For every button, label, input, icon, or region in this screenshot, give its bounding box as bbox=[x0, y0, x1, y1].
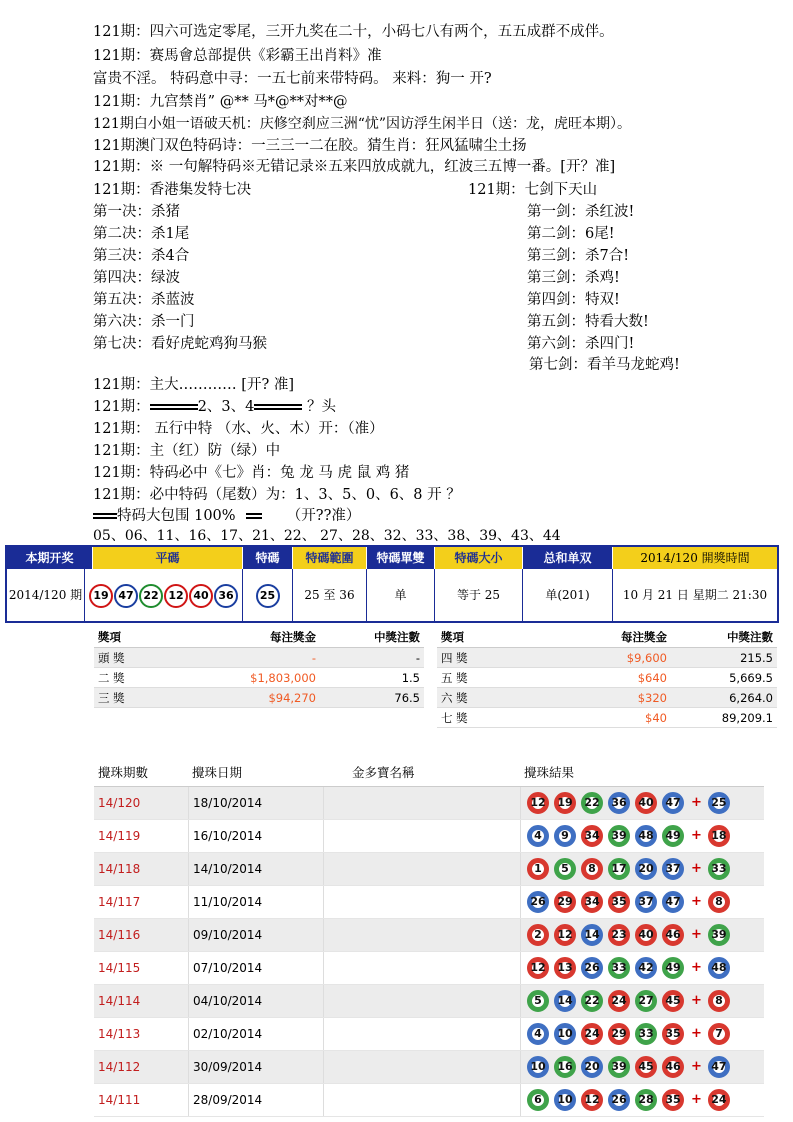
result-ball: 16 bbox=[554, 1056, 576, 1078]
result-ball: 12 bbox=[527, 792, 549, 814]
plus-icon: + bbox=[691, 795, 702, 810]
right-column-title: 121期：七剑下天山 bbox=[468, 182, 598, 198]
draw-results bbox=[520, 1051, 764, 1083]
result-header-row bbox=[7, 547, 777, 569]
left-column-title: 121期：香港集发特七决 bbox=[93, 182, 252, 198]
special-result-ball: 8 bbox=[708, 990, 730, 1012]
prize-row bbox=[94, 688, 424, 708]
text-line-main: 特码大包围 100% bbox=[117, 508, 236, 524]
result-ball: 14 bbox=[581, 924, 603, 946]
plus-icon: + bbox=[691, 1026, 702, 1041]
result-ball: 42 bbox=[635, 957, 657, 979]
draw-date: 07/10/2014 bbox=[188, 952, 323, 984]
draw-results bbox=[520, 820, 764, 852]
number-ball: 19 bbox=[89, 584, 113, 608]
prize-name: 四 獎 bbox=[437, 648, 515, 668]
draw-id-link[interactable]: 14/119 bbox=[98, 829, 141, 843]
special-number-cell bbox=[243, 569, 293, 621]
prize-header: 獎項 bbox=[94, 627, 182, 648]
prize-amount: - bbox=[182, 648, 320, 668]
draw-date: 14/10/2014 bbox=[188, 853, 323, 885]
result-ball: 6 bbox=[527, 1089, 549, 1111]
header-cell: 特碼單雙 bbox=[367, 547, 435, 569]
hexagram-symbol bbox=[254, 402, 302, 412]
result-ball: 35 bbox=[662, 1023, 684, 1045]
prize-amount: $94,270 bbox=[182, 688, 320, 708]
result-ball: 27 bbox=[635, 990, 657, 1012]
history-row bbox=[94, 1084, 764, 1117]
history-row bbox=[94, 787, 764, 820]
draw-results bbox=[520, 787, 764, 819]
result-ball: 10 bbox=[554, 1089, 576, 1111]
prize-header: 每注獎金 bbox=[182, 627, 320, 648]
jackpot-name bbox=[323, 952, 520, 984]
result-ball: 37 bbox=[635, 891, 657, 913]
prize-row bbox=[94, 668, 424, 688]
result-ball: 1 bbox=[527, 858, 549, 880]
result-ball: 33 bbox=[635, 1023, 657, 1045]
draw-id-link[interactable]: 14/116 bbox=[98, 928, 141, 942]
prize-header: 每注獎金 bbox=[515, 627, 671, 648]
prize-header: 獎項 bbox=[437, 627, 515, 648]
result-ball: 26 bbox=[527, 891, 549, 913]
special-result-ball: 8 bbox=[708, 891, 730, 913]
jackpot-name bbox=[323, 853, 520, 885]
number-list: 05、06、11、16、17、21、22、 27、28、32、33、38、39、43、44 bbox=[93, 528, 561, 544]
text-line-middle: 2、3、4 bbox=[197, 399, 255, 415]
text-line-prefix: 121期： bbox=[93, 399, 150, 415]
result-ball: 46 bbox=[662, 1056, 684, 1078]
result-ball: 29 bbox=[608, 1023, 630, 1045]
result-ball: 9 bbox=[554, 825, 576, 847]
prize-count: 89,209.1 bbox=[671, 708, 777, 728]
special-result-ball: 39 bbox=[708, 924, 730, 946]
result-ball: 29 bbox=[554, 891, 576, 913]
text-line: 121期澳门双色特码诗：一三三一二在胶。猜生肖：狂风猛啸尘土扬 bbox=[93, 138, 527, 154]
right-column-item: 第四剑：特双! bbox=[527, 292, 620, 308]
text-line-suffix: （开??准） bbox=[286, 508, 361, 524]
jackpot-name bbox=[323, 919, 520, 951]
draw-date: 30/09/2014 bbox=[188, 1051, 323, 1083]
number-ball: 47 bbox=[114, 584, 138, 608]
prize-row bbox=[437, 688, 777, 708]
draw-id-link[interactable]: 14/115 bbox=[98, 961, 141, 975]
result-ball: 37 bbox=[662, 858, 684, 880]
left-column-item: 第六决：杀一门 bbox=[93, 314, 195, 330]
prize-count: 215.5 bbox=[671, 648, 777, 668]
history-header: 攪珠期數 bbox=[98, 765, 149, 780]
issue-cell: 2014/120 期 bbox=[7, 569, 85, 621]
result-ball: 45 bbox=[662, 990, 684, 1012]
result-ball: 26 bbox=[581, 957, 603, 979]
history-header: 攪珠結果 bbox=[524, 765, 575, 780]
jackpot-name bbox=[323, 820, 520, 852]
text-line: 121期：赛馬會总部提供《彩霸王出肖料》准 bbox=[93, 48, 382, 64]
draw-id-link[interactable]: 14/111 bbox=[98, 1093, 141, 1107]
text-line: 富贵不淫。 特码意中寻：一五七前来带特码。 来料：狗一 开? bbox=[93, 71, 492, 87]
history-row bbox=[94, 952, 764, 985]
jackpot-name bbox=[323, 886, 520, 918]
prize-count: - bbox=[320, 648, 424, 668]
result-body-row bbox=[7, 569, 777, 621]
draw-result-table bbox=[5, 545, 779, 623]
prize-name: 二 獎 bbox=[94, 668, 182, 688]
result-ball: 47 bbox=[662, 891, 684, 913]
plus-icon: + bbox=[691, 828, 702, 843]
text-line: 121期：必中特码（尾数）为：1、3、5、0、6、8 开 ？ bbox=[93, 487, 461, 503]
history-row bbox=[94, 1018, 764, 1051]
result-ball: 22 bbox=[581, 792, 603, 814]
prize-amount: $640 bbox=[515, 668, 671, 688]
result-ball: 4 bbox=[527, 825, 549, 847]
prize-name: 頭 獎 bbox=[94, 648, 182, 668]
result-ball: 24 bbox=[581, 1023, 603, 1045]
text-line: 121期：主大………… [开? 准] bbox=[93, 377, 294, 393]
history-row bbox=[94, 853, 764, 886]
result-ball: 14 bbox=[554, 990, 576, 1012]
result-ball: 17 bbox=[608, 858, 630, 880]
result-ball: 10 bbox=[554, 1023, 576, 1045]
result-ball: 45 bbox=[635, 1056, 657, 1078]
result-ball: 23 bbox=[608, 924, 630, 946]
result-ball: 39 bbox=[608, 1056, 630, 1078]
text-line-suffix: ？头 bbox=[306, 399, 336, 415]
special-result-ball: 33 bbox=[708, 858, 730, 880]
plus-icon: + bbox=[691, 1092, 702, 1107]
range-cell: 25 至 36 bbox=[293, 569, 367, 621]
history-row bbox=[94, 985, 764, 1018]
draw-results bbox=[520, 952, 764, 984]
prize-count: 6,264.0 bbox=[671, 688, 777, 708]
result-ball: 24 bbox=[608, 990, 630, 1012]
draw-results bbox=[520, 1084, 764, 1116]
history-row bbox=[94, 886, 764, 919]
prize-row bbox=[437, 648, 777, 668]
special-result-ball: 48 bbox=[708, 957, 730, 979]
result-ball: 4 bbox=[527, 1023, 549, 1045]
header-cell: 特碼 bbox=[243, 547, 293, 569]
result-ball: 2 bbox=[527, 924, 549, 946]
text-line bbox=[93, 398, 336, 416]
special-result-ball: 47 bbox=[708, 1056, 730, 1078]
result-ball: 12 bbox=[554, 924, 576, 946]
left-column-item: 第二决：杀1尾 bbox=[93, 226, 190, 242]
result-ball: 36 bbox=[608, 792, 630, 814]
text-line: 121期：九宫禁肖” @** 马*@**对**@ bbox=[93, 94, 348, 110]
text-line: 121期白小姐一语破天机：庆修空刹应三洲“忧”因访浮生闲半日（送：龙，虎旺本期）。 bbox=[93, 116, 632, 132]
draw-results bbox=[520, 1018, 764, 1050]
left-column-item: 第七决：看好虎蛇鸡狗马猴 bbox=[93, 336, 267, 352]
draw-date: 28/09/2014 bbox=[188, 1084, 323, 1116]
special-result-ball: 7 bbox=[708, 1023, 730, 1045]
left-column-item: 第一决：杀猪 bbox=[93, 204, 180, 220]
result-ball: 46 bbox=[662, 924, 684, 946]
draw-id-link[interactable]: 14/112 bbox=[98, 1060, 141, 1074]
result-ball: 26 bbox=[608, 1089, 630, 1111]
draw-date: 18/10/2014 bbox=[188, 787, 323, 819]
text-line: 121期：主（红）防（绿）中 bbox=[93, 443, 281, 459]
plus-icon: + bbox=[691, 993, 702, 1008]
right-column-item: 第一剑：杀红波! bbox=[527, 204, 635, 220]
hexagram-symbol bbox=[246, 511, 262, 521]
result-ball: 20 bbox=[635, 858, 657, 880]
hexagram-symbol bbox=[93, 511, 117, 521]
history-row bbox=[94, 919, 764, 952]
right-column-item: 第三剑：杀7合! bbox=[527, 248, 630, 264]
right-column-item: 第七剑：看羊马龙蛇鸡! bbox=[529, 357, 680, 373]
prize-row bbox=[437, 668, 777, 688]
plus-icon: + bbox=[691, 960, 702, 975]
header-cell: 本期开奖 bbox=[7, 547, 93, 569]
right-column-item: 第三剑：杀鸡! bbox=[527, 270, 620, 286]
header-cell: 特碼範圍 bbox=[293, 547, 367, 569]
text-line: 121期：四六可选定零尾，三开九奖在二十，小码七八有两个，五五成群不成伴。 bbox=[93, 24, 614, 40]
result-ball: 40 bbox=[635, 924, 657, 946]
prize-count: 76.5 bbox=[320, 688, 424, 708]
draw-id-link[interactable]: 14/117 bbox=[98, 895, 141, 909]
number-ball: 36 bbox=[214, 584, 238, 608]
prize-name: 三 獎 bbox=[94, 688, 182, 708]
right-column-item: 第五剑：特看大数! bbox=[527, 314, 649, 330]
draw-date: 09/10/2014 bbox=[188, 919, 323, 951]
prize-name: 七 獎 bbox=[437, 708, 515, 728]
prize-count: 1.5 bbox=[320, 668, 424, 688]
result-ball: 13 bbox=[554, 957, 576, 979]
left-column-item: 第五决：杀蓝波 bbox=[93, 292, 195, 308]
draw-time-cell: 10 月 21 日 星期二 21:30 bbox=[622, 588, 768, 602]
text-line: 121期：特码必中《七》肖：兔 龙 马 虎 鼠 鸡 猪 bbox=[93, 465, 410, 481]
history-row bbox=[94, 1051, 764, 1084]
result-ball: 35 bbox=[608, 891, 630, 913]
prize-name: 五 獎 bbox=[437, 668, 515, 688]
plus-icon: + bbox=[691, 1059, 702, 1074]
draw-results bbox=[520, 853, 764, 885]
draw-date: 02/10/2014 bbox=[188, 1018, 323, 1050]
special-number-ball: 25 bbox=[256, 584, 280, 608]
draw-results bbox=[520, 985, 764, 1017]
draw-id-link[interactable]: 14/120 bbox=[98, 796, 141, 810]
prize-amount: $1,803,000 bbox=[182, 668, 320, 688]
result-ball: 12 bbox=[527, 957, 549, 979]
result-ball: 8 bbox=[581, 858, 603, 880]
sum-cell: 单(201) bbox=[523, 569, 613, 621]
odd-even-cell: 单 bbox=[367, 569, 435, 621]
header-cell: 平碼 bbox=[93, 547, 243, 569]
draw-results bbox=[520, 919, 764, 951]
right-column-item: 第二剑：6尾! bbox=[527, 226, 615, 242]
prize-table-right bbox=[437, 627, 777, 728]
prize-amount: $40 bbox=[515, 708, 671, 728]
draw-history-table bbox=[94, 760, 764, 1117]
draw-results bbox=[520, 886, 764, 918]
left-column-item: 第四决：绿波 bbox=[93, 270, 180, 286]
prize-header: 中獎注數 bbox=[320, 627, 424, 648]
draw-id-link[interactable]: 14/114 bbox=[98, 994, 141, 1008]
result-ball: 49 bbox=[662, 957, 684, 979]
draw-id-link[interactable]: 14/113 bbox=[98, 1027, 141, 1041]
prize-count: 5,669.5 bbox=[671, 668, 777, 688]
result-ball: 33 bbox=[608, 957, 630, 979]
result-ball: 34 bbox=[581, 825, 603, 847]
header-cell: 总和单双 bbox=[523, 547, 613, 569]
number-ball: 22 bbox=[139, 584, 163, 608]
result-ball: 39 bbox=[608, 825, 630, 847]
draw-date: 16/10/2014 bbox=[188, 820, 323, 852]
result-ball: 5 bbox=[554, 858, 576, 880]
number-ball: 40 bbox=[189, 584, 213, 608]
number-ball: 12 bbox=[164, 584, 188, 608]
jackpot-name bbox=[323, 985, 520, 1017]
result-ball: 47 bbox=[662, 792, 684, 814]
right-column-item: 第六剑：杀四门! bbox=[527, 336, 635, 352]
prize-row bbox=[437, 708, 777, 728]
history-header-row bbox=[94, 760, 764, 787]
special-result-ball: 25 bbox=[708, 792, 730, 814]
history-row bbox=[94, 820, 764, 853]
jackpot-name bbox=[323, 1051, 520, 1083]
result-ball: 49 bbox=[662, 825, 684, 847]
result-ball: 40 bbox=[635, 792, 657, 814]
result-ball: 34 bbox=[581, 891, 603, 913]
special-result-ball: 18 bbox=[708, 825, 730, 847]
history-header: 攪珠日期 bbox=[192, 765, 243, 780]
result-ball: 12 bbox=[581, 1089, 603, 1111]
header-cell: 特碼大小 bbox=[435, 547, 523, 569]
text-line: 121期： 五行中特 （水、火、木）开：（准） bbox=[93, 421, 384, 437]
special-result-ball: 24 bbox=[708, 1089, 730, 1111]
result-ball: 28 bbox=[635, 1089, 657, 1111]
prize-table-left bbox=[94, 627, 424, 708]
prize-name: 六 獎 bbox=[437, 688, 515, 708]
result-ball: 10 bbox=[527, 1056, 549, 1078]
result-ball: 19 bbox=[554, 792, 576, 814]
draw-date: 11/10/2014 bbox=[188, 886, 323, 918]
draw-date: 04/10/2014 bbox=[188, 985, 323, 1017]
result-ball: 48 bbox=[635, 825, 657, 847]
text-line bbox=[93, 507, 360, 525]
main-numbers-cell bbox=[85, 569, 243, 621]
result-ball: 20 bbox=[581, 1056, 603, 1078]
prize-header: 中獎注數 bbox=[671, 627, 777, 648]
text-line: 121期：※ 一句解特码※无错记录※五来四放成就九，红波三五博一番。[开？准] bbox=[93, 159, 616, 175]
prize-amount: $9,600 bbox=[515, 648, 671, 668]
size-cell: 等于 25 bbox=[435, 569, 523, 621]
header-cell: 2014/120 開獎時間 bbox=[613, 547, 777, 569]
result-ball: 35 bbox=[662, 1089, 684, 1111]
draw-id-link[interactable]: 14/118 bbox=[98, 862, 141, 876]
result-ball: 22 bbox=[581, 990, 603, 1012]
plus-icon: + bbox=[691, 927, 702, 942]
jackpot-name bbox=[323, 1018, 520, 1050]
result-ball: 5 bbox=[527, 990, 549, 1012]
jackpot-name bbox=[323, 1084, 520, 1116]
history-header: 金多寶名稱 bbox=[352, 765, 415, 780]
plus-icon: + bbox=[691, 861, 702, 876]
hexagram-symbol bbox=[150, 402, 198, 412]
plus-icon: + bbox=[691, 894, 702, 909]
prize-row bbox=[94, 648, 424, 668]
jackpot-name bbox=[323, 787, 520, 819]
prize-amount: $320 bbox=[515, 688, 671, 708]
left-column-item: 第三决：杀4合 bbox=[93, 248, 190, 264]
